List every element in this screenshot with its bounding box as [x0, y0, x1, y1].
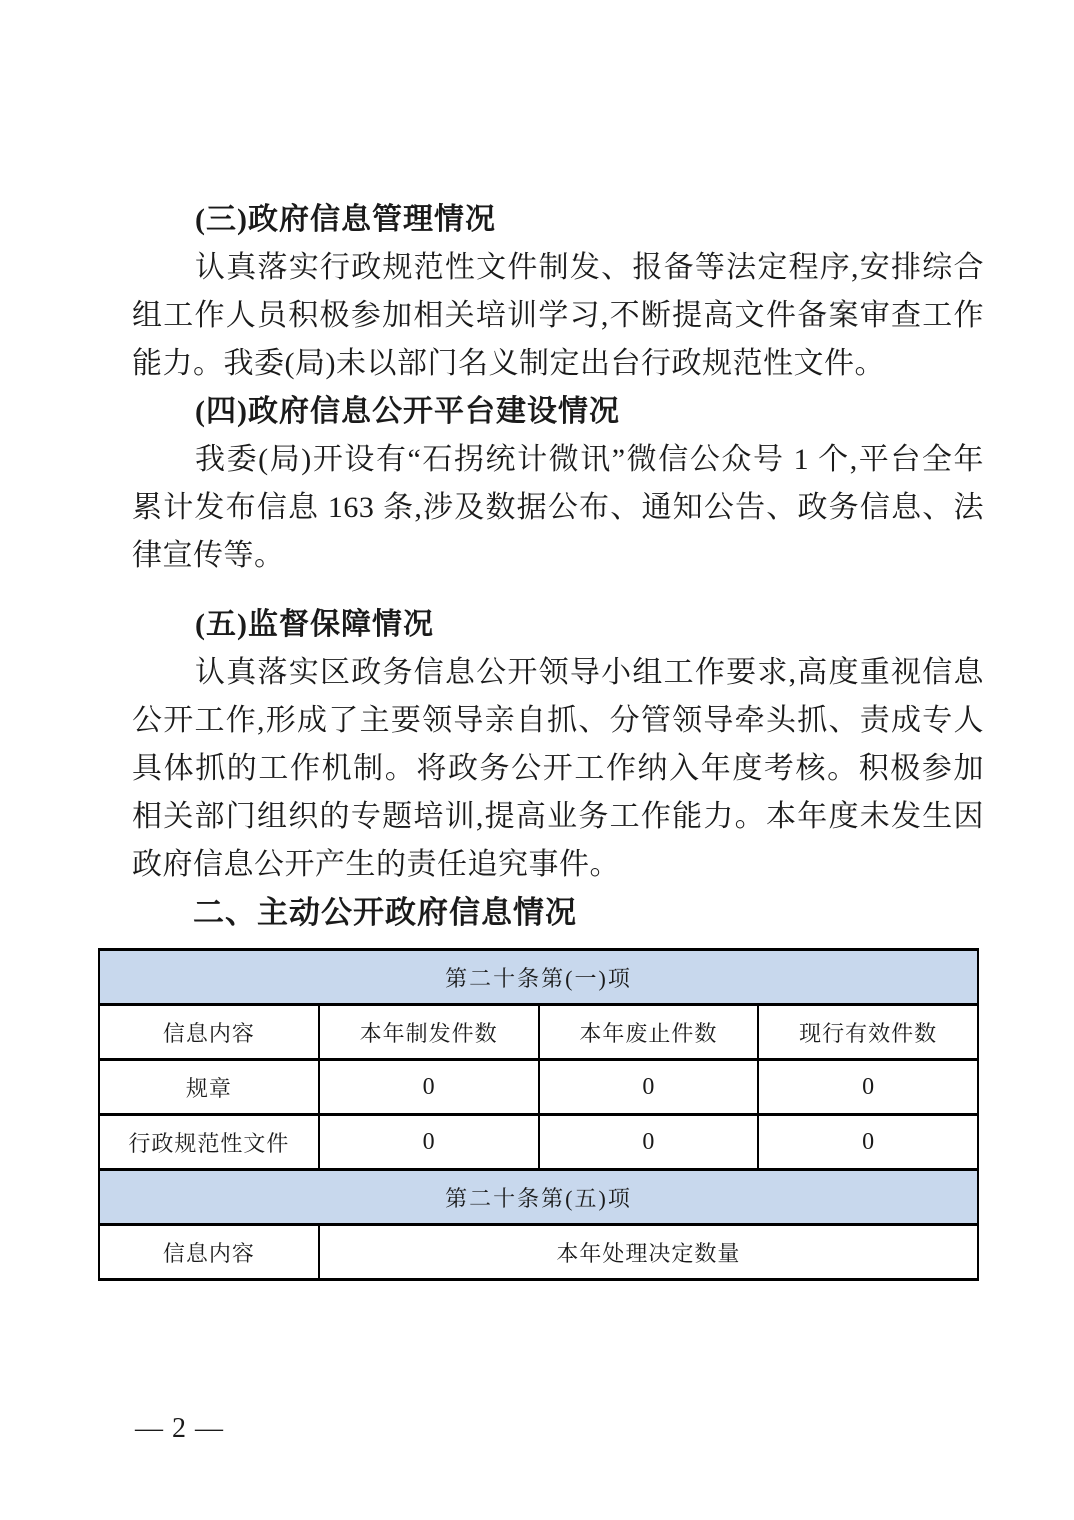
row-label: 信息内容 [99, 1225, 319, 1280]
table-band-article20-item1: 第二十条第(一)项 [99, 950, 978, 1005]
main-section-heading: 二、主动公开政府信息情况 [193, 895, 577, 930]
table-col-header-content: 信息内容 [99, 1005, 319, 1060]
cell-value: 0 [539, 1115, 759, 1170]
section-5-paragraph: 认真落实区政务信息公开领导小组工作要求,高度重视信息公开工作,形成了主要领导亲自抓、分管领导牵头抓、责成专人具体抓的工作机制。将政务公开工作纳入年度考核。积极参加相关部门组织的专题培训,提高业务工作能力。本年度未发生因政府信息公开产生的责任追究事件。 [132, 656, 984, 881]
cell-value: 0 [539, 1060, 759, 1115]
table-band-row [99, 1170, 978, 1225]
section-heading-5: (五)监督保障情况 [195, 608, 434, 641]
table-header-row [99, 1005, 978, 1060]
cell-processing-decisions-header: 本年处理决定数量 [319, 1225, 978, 1280]
table-band-row [99, 950, 978, 1005]
cell-value: 0 [319, 1115, 539, 1170]
page-number: — 2 — [135, 1413, 224, 1444]
row-label: 规章 [99, 1060, 319, 1115]
section-heading-4: (四)政府信息公开平台建设情况 [195, 395, 620, 428]
row-label: 行政规范性文件 [99, 1115, 319, 1170]
cell-value: 0 [319, 1060, 539, 1115]
table-band-article20-item5: 第二十条第(五)项 [99, 1170, 978, 1225]
section-4-paragraph: 我委(局)开设有“石拐统计微讯”微信公众号 1 个,平台全年累计发布信息 163 条,涉及数据公布、通知公告、政务信息、法律宣传等。 [132, 443, 984, 572]
cell-value: 0 [758, 1115, 978, 1170]
table-col-header-repealed: 本年废止件数 [539, 1005, 759, 1060]
table-row-processing-decisions [99, 1225, 978, 1280]
section-heading-3: (三)政府信息管理情况 [195, 203, 496, 236]
document-body [132, 196, 984, 937]
table-col-header-issued: 本年制发件数 [319, 1005, 539, 1060]
cell-value: 0 [758, 1060, 978, 1115]
article-20-disclosure-table [98, 948, 979, 1281]
table-col-header-effective: 现行有效件数 [758, 1005, 978, 1060]
table-row-normative-documents [99, 1115, 978, 1170]
table-row-regulations [99, 1060, 978, 1115]
section-3-paragraph: 认真落实行政规范性文件制发、报备等法定程序,安排综合组工作人员积极参加相关培训学习,不断提高文件备案审查工作能力。我委(局)未以部门名义制定出台行政规范性文件。 [132, 251, 984, 380]
